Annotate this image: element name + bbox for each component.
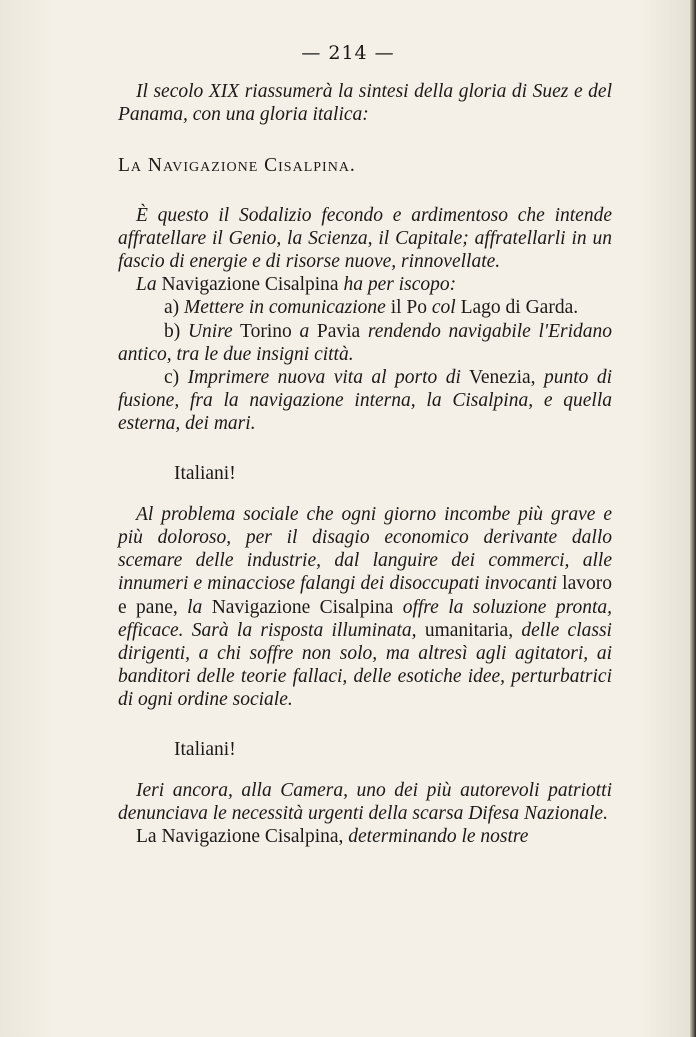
section-heading: La Navigazione Cisalpina. bbox=[118, 155, 356, 177]
text-run: col bbox=[431, 297, 456, 319]
text-run: Unire bbox=[187, 320, 233, 342]
text-run: offre la soluzione pronta, efficace. Sarà la risposta illuminata, bbox=[118, 596, 612, 641]
page-edge-shadow bbox=[690, 0, 696, 1037]
text-run: Lago di Garda. bbox=[455, 297, 579, 319]
text-run: punto di fusione, fra la navigazione interna, la Cisalpina, e quella esterna, dei mari. bbox=[118, 367, 612, 435]
paragraph-intro: Il secolo XIX riassumerà la sintesi della gloria di Suez e del Panama, con una gloria italica: bbox=[118, 81, 612, 126]
exclamation-italiani-1: Italiani! bbox=[174, 462, 236, 484]
paragraph-difesa-nazionale: Ieri ancora, alla Camera, uno dei più autorevoli patriotti denunciava le necessità urgenti della scarsa Difesa Nazionale. bbox=[118, 779, 612, 825]
paragraph-scopo bbox=[118, 273, 612, 296]
text-run: ha per iscopo: bbox=[338, 274, 457, 296]
text-run: il Po bbox=[385, 297, 432, 319]
text-run: determinando le nostre bbox=[348, 826, 529, 848]
exclamation-italiani-2: Italiani! bbox=[174, 738, 236, 760]
text-run: Pavia bbox=[309, 320, 368, 342]
text-run: Navigazione Cisalpina bbox=[161, 274, 339, 296]
text-run: Mettere in comunicazione bbox=[184, 297, 386, 319]
spacer bbox=[118, 761, 612, 779]
list-item-a bbox=[118, 296, 612, 319]
text-run: delle classi dirigenti, a chi soffre non solo, ma altresì agli agitatori, ai banditori delle teorie fallaci, delle esotiche idee, perturbatrici di ogni ordine sociale. bbox=[118, 619, 612, 711]
text-run: La Navigazione Cisalpina, bbox=[136, 826, 349, 848]
paragraph-determinando bbox=[118, 825, 612, 848]
list-marker: c) bbox=[164, 367, 188, 389]
text-run: Navigazione Cisalpina bbox=[202, 596, 403, 618]
spacer bbox=[118, 485, 612, 503]
text-run: la bbox=[187, 596, 203, 618]
paragraph-sodalizio: È questo il Sodalizio fecondo e ardimentoso che intende affratellare il Genio, la Scienza, il Capitale; affratellarli in un fascio di energie e di risorse nuove, rinnovellate. bbox=[118, 204, 612, 273]
spacer bbox=[118, 436, 612, 462]
text-run: umanitaria, bbox=[416, 619, 522, 641]
text-run: a bbox=[299, 320, 310, 342]
spacer bbox=[118, 712, 612, 738]
list-item-b bbox=[118, 320, 612, 366]
text-run: Al problema sociale che ogni giorno incombe più grave e più doloroso, per il disagio economico derivante dallo scemare delle industrie, dal languire dei commerci, alle innumeri e minacciose falangi dei disoccupati invocanti bbox=[118, 503, 612, 595]
text-run: Imprimere nuova vita al porto di bbox=[187, 367, 461, 389]
paragraph-problema-sociale bbox=[118, 503, 612, 712]
text-column bbox=[118, 80, 612, 848]
text-run: Venezia, bbox=[460, 367, 544, 389]
list-marker: a) bbox=[164, 297, 185, 319]
text-run: rendendo navigabile l'Eridano antico, tra le due insigni città. bbox=[118, 320, 613, 365]
list-item-c bbox=[118, 366, 612, 436]
text-run: Torino bbox=[232, 320, 300, 342]
text-run: lavoro e pane, bbox=[118, 573, 612, 618]
text-run: La bbox=[136, 274, 162, 296]
page-number: — 214 — bbox=[301, 42, 395, 64]
list-marker: b) bbox=[164, 320, 188, 342]
